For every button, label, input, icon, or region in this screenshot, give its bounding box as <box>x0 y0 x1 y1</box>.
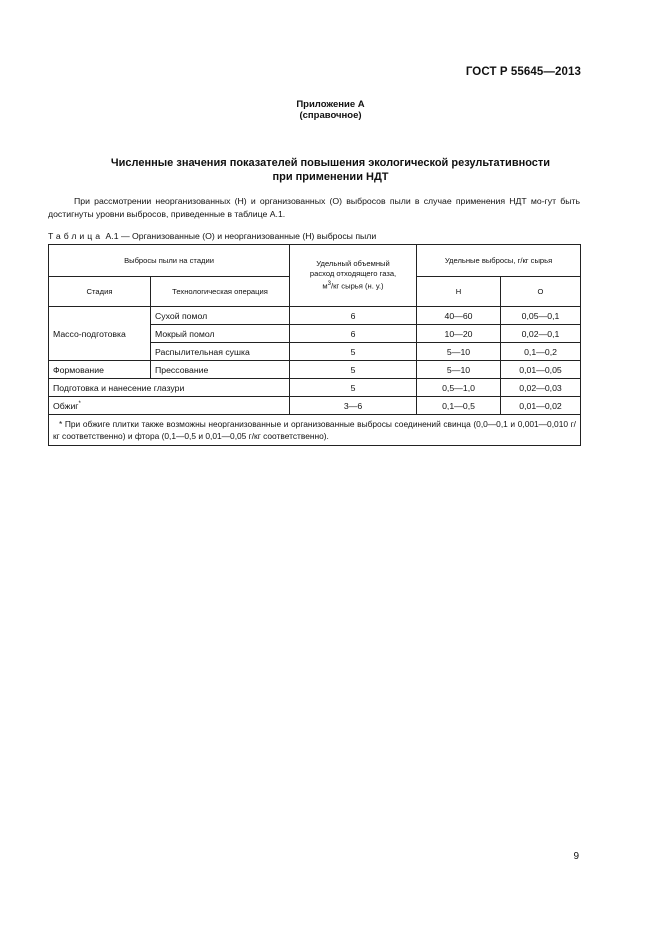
cell-n: 0,5—1,0 <box>417 379 501 397</box>
cell-volume: 6 <box>290 307 417 325</box>
table-row <box>49 361 581 379</box>
header-o: О <box>501 277 581 307</box>
cell-o: 0,02—0,1 <box>501 325 581 343</box>
cell-stage <box>49 397 290 415</box>
header-stage: Стадия <box>49 277 151 307</box>
cell-volume: 6 <box>290 325 417 343</box>
cell-stage: Подготовка и нанесение глазури <box>49 379 290 397</box>
header-gas-volume-unit: м <box>322 281 328 291</box>
table-row <box>49 379 581 397</box>
table-caption <box>48 231 376 241</box>
header-gas-volume <box>290 245 417 307</box>
cell-volume: 5 <box>290 361 417 379</box>
header-gas-volume-line1: Удельный объемный <box>316 259 390 269</box>
cell-stage-text: Обжиг <box>53 400 79 411</box>
header-operation: Технологическая операция <box>151 277 290 307</box>
cell-o: 0,01—0,05 <box>501 361 581 379</box>
cell-n: 10—20 <box>417 325 501 343</box>
heading-line-1: Численные значения показателей повышения экологической результативности <box>110 157 551 169</box>
table-row <box>49 307 581 325</box>
intro-paragraph <box>48 195 580 221</box>
table-row <box>49 397 581 415</box>
cell-volume: 5 <box>290 379 417 397</box>
cell-volume: 3—6 <box>290 397 417 415</box>
header-gas-volume-line2: расход отходящего газа, <box>309 269 397 279</box>
cell-n: 40—60 <box>417 307 501 325</box>
intro-text: При рассмотрении неорганизованных (Н) и организованных (О) выбросов пыли в случае применения НДТ мо-гут быть достигнуты уровни выбросов, приведенные в таблице А.1. <box>48 196 580 219</box>
cell-n: 5—10 <box>417 343 501 361</box>
cell-n: 0,1—0,5 <box>417 397 501 415</box>
annex-label: Приложение А <box>296 99 365 110</box>
standard-code: ГОСТ Р 55645—2013 <box>465 66 581 78</box>
cell-stage: Формование <box>49 361 151 379</box>
cell-o: 0,1—0,2 <box>501 343 581 361</box>
header-n: Н <box>417 277 501 307</box>
cell-volume: 5 <box>290 343 417 361</box>
cell-o: 0,02—0,03 <box>501 379 581 397</box>
header-gas-volume-unit-rest: /кг сырья (н. у.) <box>331 281 384 291</box>
cell-o: 0,05—0,1 <box>501 307 581 325</box>
cell-operation: Мокрый помол <box>151 325 290 343</box>
emissions-table <box>48 244 581 446</box>
page-number: 9 <box>573 851 579 862</box>
footnote-marker: * <box>78 400 81 407</box>
header-gas-volume-sup: 3 <box>327 281 331 288</box>
cell-o: 0,01—0,02 <box>501 397 581 415</box>
annex-subtitle: (справочное) <box>299 110 362 121</box>
header-stage-group: Выбросы пыли на стадии <box>49 245 290 277</box>
cell-stage: Массо-подготовка <box>49 307 151 361</box>
cell-n: 5—10 <box>417 361 501 379</box>
annex-title <box>0 99 661 121</box>
cell-operation: Сухой помол <box>151 307 290 325</box>
table-footnote <box>49 415 581 446</box>
section-heading <box>0 156 661 184</box>
header-specific-emissions: Удельные выбросы, г/кг сырья <box>417 245 581 277</box>
table-caption-label: Таблица <box>48 231 104 241</box>
cell-operation: Прессование <box>151 361 290 379</box>
cell-operation: Распылительная сушка <box>151 343 290 361</box>
table-caption-text: А.1 — Организованные (О) и неорганизованные (Н) выбросы пыли <box>105 231 377 241</box>
heading-line-2: при применении НДТ <box>272 171 389 183</box>
table-footnote-text: * При обжиге плитки также возможны неорганизованные и организованные выбросы соединений свинца (0,0—0,1 и 0,001—0,010 г/кг соответственно) и фтора (0,1—0,5 и 0,01—0,05 г/кг соответственно). <box>53 419 577 441</box>
